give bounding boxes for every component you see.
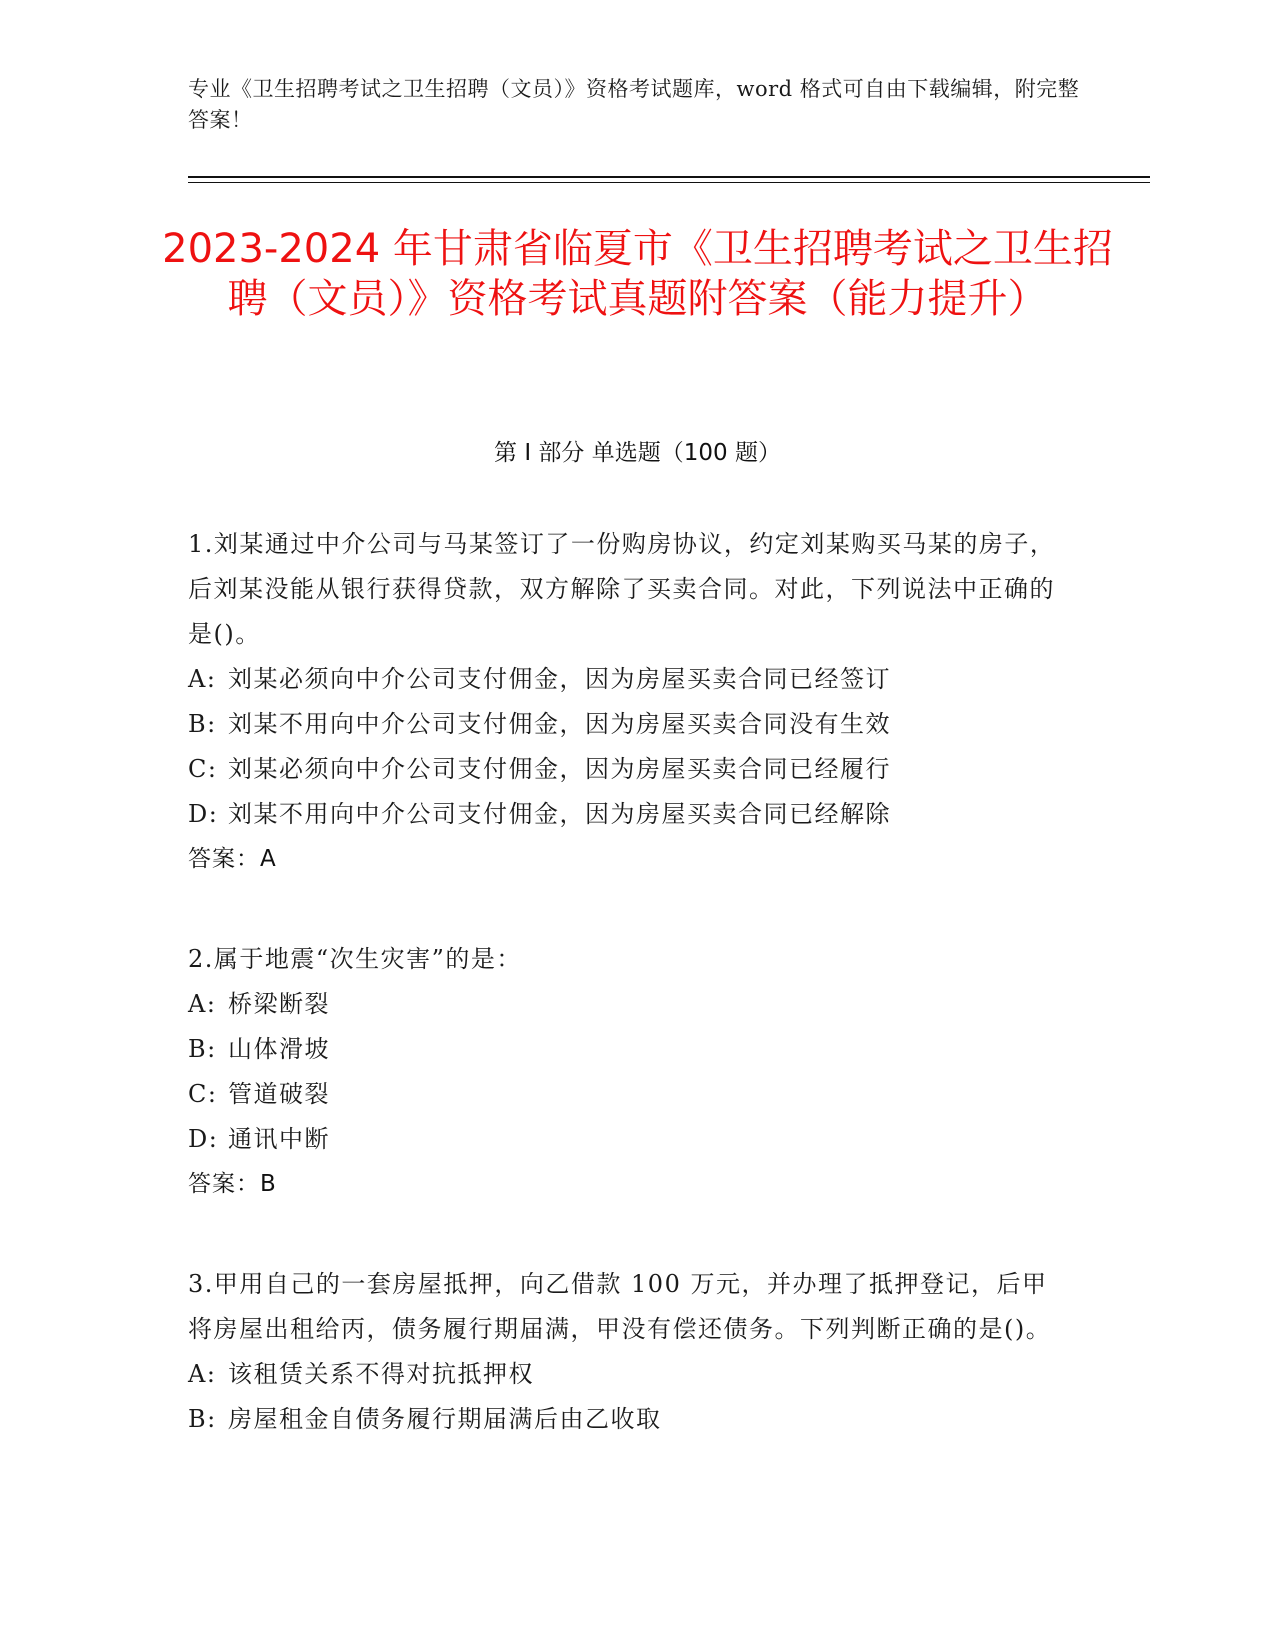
option-b: [188, 1397, 1068, 1442]
option-text: 刘某不用向中介公司支付佣金，因为房屋买卖合同没有生效: [228, 710, 891, 738]
document-title: 2023-2024 年甘肃省临夏市《卫生招聘考试之卫生招聘（文员）》资格考试真题附答案（能力提升）: [162, 226, 1113, 322]
option-c: [188, 1072, 1068, 1117]
option-letter: A:: [188, 990, 217, 1018]
option-text: 刘某不用向中介公司支付佣金，因为房屋买卖合同已经解除: [228, 800, 891, 828]
option-letter: D:: [188, 800, 219, 828]
question-2: [188, 937, 1068, 1207]
question-stem: 3.甲用自己的一套房屋抵押，向乙借款 100 万元，并办理了抵押登记，后甲将房屋出租给丙，债务履行期届满，甲没有偿还债务。下列判断正确的是()。: [188, 1270, 1052, 1343]
question-3: [188, 1262, 1068, 1442]
answer-line: 答案：B: [188, 1171, 277, 1197]
header-divider-thin: [188, 182, 1150, 183]
option-text: 房屋租金自债务履行期届满后由乙收取: [228, 1405, 662, 1433]
section-heading: 第 I 部分 单选题（100 题）: [494, 440, 781, 466]
option-letter: A:: [188, 665, 217, 693]
question-stem: 1.刘某通过中介公司与马某签订了一份购房协议，约定刘某购买马某的房子，后刘某没能从银行获得贷款，双方解除了买卖合同。对此，下列说法中正确的是()。: [188, 530, 1056, 648]
question-stem: 2.属于地震“次生灾害”的是：: [188, 945, 522, 973]
option-a: [188, 982, 1068, 1027]
option-text: 刘某必须向中介公司支付佣金，因为房屋买卖合同已经履行: [228, 755, 891, 783]
option-b: [188, 702, 1068, 747]
option-text: 通讯中断: [228, 1125, 330, 1153]
option-text: 刘某必须向中介公司支付佣金，因为房屋买卖合同已经签订: [228, 665, 891, 693]
option-letter: B:: [188, 1035, 217, 1063]
option-d: [188, 792, 1068, 837]
answer-line: 答案：A: [188, 846, 277, 872]
option-letter: A:: [188, 1360, 217, 1388]
option-letter: D:: [188, 1125, 219, 1153]
option-a: [188, 1352, 1068, 1397]
option-c: [188, 747, 1068, 792]
option-text: 桥梁断裂: [228, 990, 330, 1018]
option-letter: B:: [188, 1405, 217, 1433]
header-note: 专业《卫生招聘考试之卫生招聘（文员）》资格考试题库，word 格式可自由下载编辑，附完整答案！: [188, 77, 1080, 132]
option-b: [188, 1027, 1068, 1072]
option-text: 管道破裂: [228, 1080, 330, 1108]
option-letter: C:: [188, 1080, 218, 1108]
option-letter: B:: [188, 710, 217, 738]
question-1: [188, 522, 1068, 882]
option-text: 山体滑坡: [228, 1035, 330, 1063]
option-a: [188, 657, 1068, 702]
option-text: 该租赁关系不得对抗抵押权: [228, 1360, 534, 1388]
option-letter: C:: [188, 755, 218, 783]
header-divider-thick: [188, 176, 1150, 178]
option-d: [188, 1117, 1068, 1162]
